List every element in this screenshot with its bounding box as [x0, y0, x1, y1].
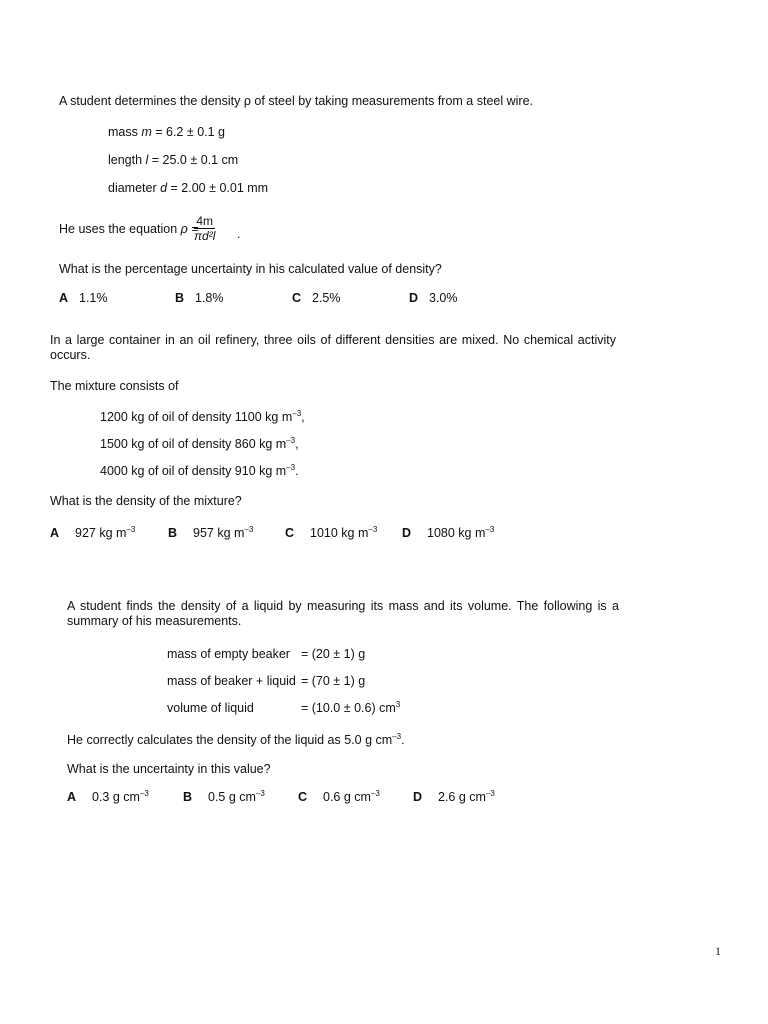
- q1-option-d[interactable]: D 3.0%: [409, 291, 458, 305]
- q3-stem: A student finds the density of a liquid by measuring its mass and its volume. The following is a summary of his measurements.: [67, 599, 619, 628]
- q1-length: length l = 25.0 ± 0.1 cm: [108, 153, 239, 167]
- q1-equation-numerator: 4m: [194, 214, 215, 229]
- q2-option-b[interactable]: B 957 kg $m^{-3}$: [168, 525, 254, 540]
- q1-equation-fraction: [194, 214, 215, 243]
- q2-option-d[interactable]: D 1080 kg $m^{-3}$: [402, 525, 495, 540]
- q3-label-1: mass of empty beaker: [167, 647, 290, 661]
- q2-item-1: 1200 kg of oil of density 1100 kg $m^{-3}$,: [100, 409, 305, 424]
- q2-item-2: 1500 kg of oil of density 860 kg $m^{-3}$,: [100, 436, 299, 451]
- q3-option-c[interactable]: C 0.6 g $cm^{-3}$: [298, 789, 380, 804]
- page-number: 1: [715, 944, 721, 958]
- q2-option-c[interactable]: C 1010 kg $m^{-3}$: [285, 525, 378, 540]
- q2-question: What is the density of the mixture?: [50, 494, 242, 508]
- q1-option-a[interactable]: A 1.1%: [59, 291, 108, 305]
- q2-item-3: 4000 kg of oil of density 910 kg $m^{-3}$.: [100, 463, 299, 478]
- q1-equation-text: He uses the equation ρ =: [59, 222, 199, 236]
- q1-equation-denominator: πd²l: [194, 229, 216, 243]
- q1-stem: A student determines the density ρ of steel by taking measurements from a steel wire.: [59, 94, 534, 108]
- q1-question: What is the percentage uncertainty in his calculated value of density?: [59, 262, 442, 276]
- q2-stem: In a large container in an oil refinery, three oils of different densities are mixed. No chemical activity occurs.: [50, 333, 616, 362]
- q3-label-3: volume of liquid: [167, 701, 254, 715]
- q1-equation-end: .: [237, 227, 241, 241]
- q1-diameter: diameter d = 2.00 ± 0.01 mm: [108, 181, 269, 195]
- q3-question: What is the uncertainty in this value?: [67, 762, 271, 776]
- q3-option-a[interactable]: A 0.3 g $cm^{-3}$: [67, 789, 149, 804]
- q3-label-2: mass of beaker + liquid: [167, 674, 296, 688]
- q3-value-2: = (70 ± 1) g: [301, 674, 366, 688]
- q2-option-a[interactable]: A 927 kg $m^{-3}$: [50, 525, 136, 540]
- q3-option-b[interactable]: B 0.5 g $cm^{-3}$: [183, 789, 265, 804]
- q3-value-3: = (10.0 ± 0.6) $cm^3$: [301, 700, 401, 715]
- q1-mass: mass m = 6.2 ± 0.1 g: [108, 125, 225, 139]
- q3-calc: He correctly calculates the density of the liquid as 5.0 g $cm^{-3}$.: [67, 732, 405, 747]
- q3-value-1: = (20 ± 1) g: [301, 647, 366, 661]
- q3-option-d[interactable]: D 2.6 g $cm^{-3}$: [413, 789, 495, 804]
- q2-intro: The mixture consists of: [50, 379, 179, 393]
- q1-option-c[interactable]: C 2.5%: [292, 291, 341, 305]
- q1-option-b[interactable]: B 1.8%: [175, 291, 224, 305]
